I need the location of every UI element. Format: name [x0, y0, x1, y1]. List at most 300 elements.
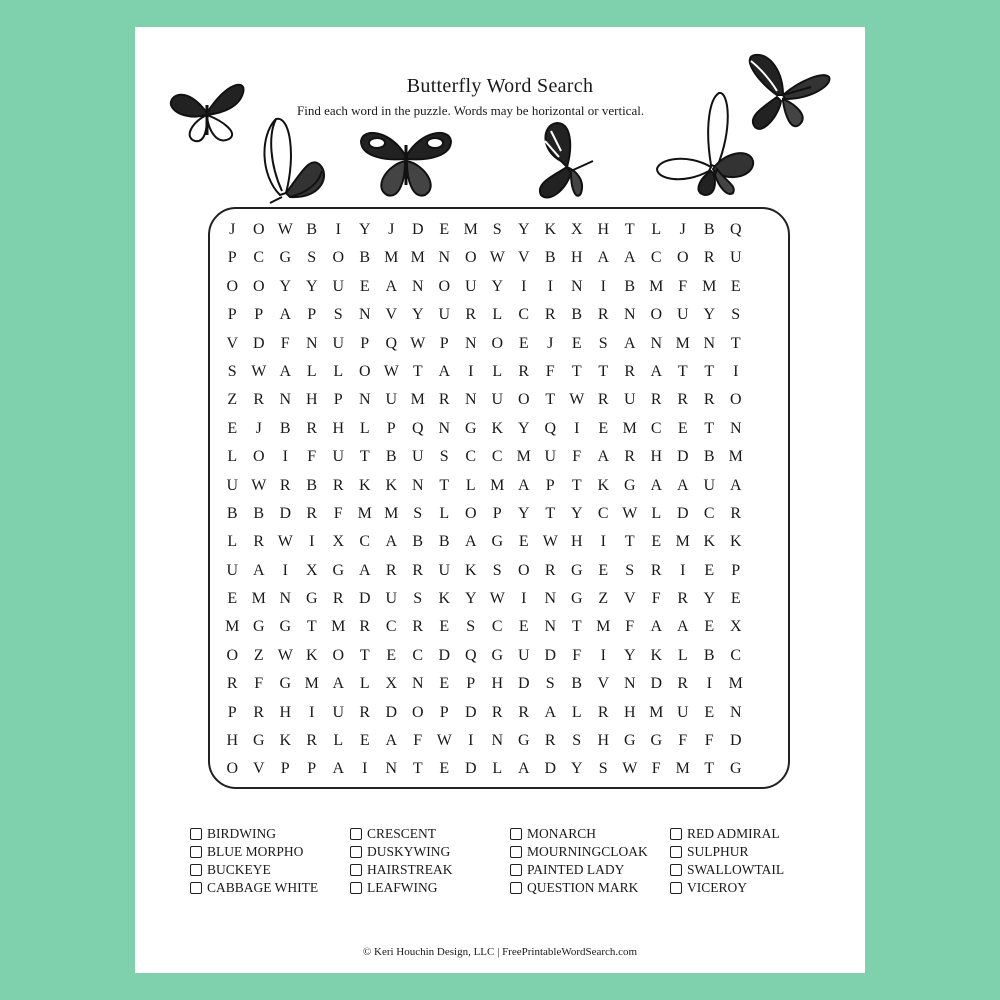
word-label: VICEROY: [687, 880, 747, 895]
grid-letter: O: [438, 277, 451, 295]
grid-letter: O: [226, 277, 239, 295]
grid-letter: B: [438, 533, 450, 551]
word-list: [190, 825, 830, 897]
grid-letter: Y: [570, 504, 583, 522]
grid-letter: N: [279, 590, 292, 608]
grid-letter: F: [625, 618, 635, 636]
grid-letter: H: [226, 732, 239, 750]
grid-letter: M: [728, 448, 743, 466]
grid-letter: E: [730, 590, 741, 608]
grid-letter: F: [572, 448, 582, 466]
grid-letter: Y: [279, 277, 292, 295]
grid-letter: M: [649, 277, 664, 295]
grid-letter: A: [332, 675, 345, 693]
grid-letter: T: [571, 618, 582, 636]
grid-letter: F: [280, 334, 290, 352]
grid-letter: S: [731, 306, 741, 324]
grid-letter: O: [332, 249, 345, 267]
grid-letter: L: [465, 476, 476, 494]
word-checkbox[interactable]: [350, 846, 362, 858]
grid-letter: D: [279, 504, 292, 522]
grid-letter: Q: [411, 419, 424, 437]
grid-letter: U: [491, 391, 504, 409]
grid-letter: N: [358, 391, 371, 409]
grid-letter: G: [279, 618, 292, 636]
grid-letter: O: [517, 391, 530, 409]
grid-letter: O: [676, 249, 689, 267]
butterfly-illustration-1: [167, 75, 249, 147]
grid-letter: G: [279, 675, 292, 693]
word-checkbox[interactable]: [670, 828, 682, 840]
grid-letter: D: [729, 732, 742, 750]
grid-letter: C: [597, 504, 609, 522]
grid-letter: P: [731, 561, 741, 579]
grid-letter: O: [226, 646, 239, 664]
grid-letter: J: [547, 334, 554, 352]
word-checkbox[interactable]: [190, 846, 202, 858]
grid-letter: G: [623, 476, 636, 494]
grid-letter: S: [625, 561, 635, 579]
grid-letter: G: [729, 760, 742, 778]
grid-letter: G: [305, 590, 318, 608]
grid-letter: Z: [253, 646, 264, 664]
butterfly-illustration-6: [737, 51, 833, 137]
grid-letter: U: [332, 448, 345, 466]
grid-letter: Q: [464, 646, 477, 664]
grid-letter: C: [491, 618, 503, 636]
grid-letter: R: [279, 476, 291, 494]
word-list-item: [510, 861, 670, 879]
word-checkbox[interactable]: [190, 864, 202, 876]
grid-letter: C: [359, 533, 371, 551]
grid-letter: C: [385, 618, 397, 636]
grid-letter: N: [623, 306, 636, 324]
word-checkbox[interactable]: [670, 846, 682, 858]
grid-letter: R: [597, 391, 609, 409]
grid-letter: W: [489, 249, 505, 267]
grid-letter: C: [730, 646, 742, 664]
grid-letter: L: [439, 504, 450, 522]
grid-letter: Q: [544, 419, 557, 437]
grid-letter: H: [597, 732, 610, 750]
grid-letter: A: [279, 306, 292, 324]
grid-letter: B: [279, 419, 291, 437]
grid-letter: D: [517, 675, 530, 693]
grid-letter: R: [544, 732, 556, 750]
grid-letter: M: [384, 249, 399, 267]
word-label: QUESTION MARK: [527, 880, 639, 895]
grid-letter: N: [411, 675, 424, 693]
word-checkbox[interactable]: [190, 882, 202, 894]
grid-letter: W: [489, 590, 505, 608]
grid-letter: R: [332, 590, 344, 608]
grid-letter: O: [252, 277, 265, 295]
word-checkbox[interactable]: [510, 828, 522, 840]
grid-letter: U: [729, 249, 742, 267]
grid-letter: T: [545, 504, 556, 522]
grid-letter: Y: [623, 646, 636, 664]
grid-letter: I: [733, 362, 739, 380]
grid-letter: A: [729, 476, 742, 494]
word-checkbox[interactable]: [350, 828, 362, 840]
grid-letter: U: [226, 476, 239, 494]
word-list-item: [350, 879, 510, 897]
grid-letter: R: [465, 306, 477, 324]
grid-letter: R: [650, 391, 662, 409]
word-checkbox[interactable]: [670, 882, 682, 894]
grid-letter: L: [227, 448, 238, 466]
grid-letter: R: [730, 504, 742, 522]
grid-letter: E: [439, 760, 450, 778]
word-label: CABBAGE WHITE: [207, 880, 319, 895]
word-list-item: [510, 843, 670, 861]
grid-letter: M: [596, 618, 611, 636]
grid-letter: P: [307, 306, 317, 324]
grid-letter: M: [331, 618, 346, 636]
word-list-item: [670, 825, 830, 843]
word-checkbox[interactable]: [510, 864, 522, 876]
word-list-item: [670, 879, 830, 897]
word-label: SWALLOWTAIL: [687, 862, 785, 877]
grid-letter: I: [600, 277, 606, 295]
word-list-item: [510, 825, 670, 843]
grid-letter: X: [570, 221, 583, 238]
grid-letter: L: [333, 362, 344, 380]
grid-letter: U: [438, 306, 451, 324]
grid-letter: R: [703, 391, 715, 409]
grid-letter: L: [492, 306, 503, 324]
grid-letter: X: [385, 675, 398, 693]
grid-letter: U: [464, 277, 477, 295]
grid-letter: O: [650, 306, 663, 324]
grid-letter: T: [412, 362, 423, 380]
grid-letter: B: [703, 448, 715, 466]
grid-letter: B: [385, 448, 397, 466]
grid-letter: D: [464, 760, 477, 778]
grid-letter: A: [650, 476, 663, 494]
grid-letter: K: [597, 476, 610, 494]
grid-letter: B: [306, 476, 318, 494]
letter-grid: [219, 216, 749, 784]
grid-letter: U: [411, 448, 424, 466]
grid-letter: Y: [358, 221, 371, 238]
grid-letter: N: [438, 419, 451, 437]
grid-letter: S: [227, 362, 237, 380]
grid-letter: R: [226, 675, 238, 693]
grid-letter: D: [464, 703, 477, 721]
grid-letter: N: [650, 334, 663, 352]
word-label: LEAFWING: [367, 880, 438, 895]
grid-letter: S: [439, 448, 449, 466]
grid-letter: M: [384, 504, 399, 522]
grid-letter: J: [679, 221, 686, 238]
grid-letter: Z: [227, 391, 238, 409]
grid-letter: R: [624, 362, 636, 380]
grid-letter: S: [572, 732, 582, 750]
grid-letter: P: [439, 703, 449, 721]
grid-letter: R: [306, 732, 318, 750]
grid-letter: F: [545, 362, 555, 380]
word-checkbox[interactable]: [670, 864, 682, 876]
grid-letter: O: [464, 249, 477, 267]
grid-letter: P: [227, 306, 237, 324]
grid-letter: W: [569, 391, 585, 409]
grid-letter: P: [280, 760, 290, 778]
grid-letter: D: [676, 448, 689, 466]
grid-letter: W: [277, 221, 293, 238]
grid-letter: G: [517, 732, 530, 750]
word-list-item: [670, 843, 830, 861]
grid-letter: E: [677, 419, 688, 437]
word-label: BUCKEYE: [207, 862, 271, 877]
grid-letter: H: [332, 419, 345, 437]
grid-letter: E: [651, 533, 662, 551]
grid-letter: E: [518, 618, 529, 636]
grid-letter: W: [542, 533, 558, 551]
grid-letter: D: [438, 646, 451, 664]
grid-letter: G: [252, 732, 265, 750]
grid-letter: T: [704, 419, 715, 437]
grid-letter: N: [464, 391, 477, 409]
grid-letter: I: [468, 362, 474, 380]
grid-letter: N: [411, 476, 424, 494]
grid-letter: E: [439, 618, 450, 636]
grid-letter: V: [517, 249, 530, 267]
grid-letter: L: [306, 362, 317, 380]
grid-letter: N: [729, 419, 742, 437]
grid-letter: R: [385, 561, 397, 579]
grid-letter: A: [279, 362, 292, 380]
grid-letter: F: [307, 448, 317, 466]
grid-letter: G: [491, 646, 504, 664]
grid-letter: K: [729, 533, 742, 551]
grid-letter: S: [466, 618, 476, 636]
grid-letter: N: [544, 590, 557, 608]
grid-letter: P: [307, 760, 317, 778]
grid-letter: D: [676, 504, 689, 522]
word-checkbox[interactable]: [350, 864, 362, 876]
word-list-item: [190, 879, 350, 897]
grid-letter: W: [277, 533, 293, 551]
grid-letter: A: [332, 760, 345, 778]
grid-letter: W: [410, 334, 426, 352]
word-label: CRESCENT: [367, 826, 437, 841]
grid-letter: W: [622, 760, 638, 778]
grid-letter: M: [304, 675, 319, 693]
grid-letter: I: [282, 448, 288, 466]
grid-letter: K: [650, 646, 663, 664]
grid-letter: T: [704, 760, 715, 778]
grid-letter: L: [677, 646, 688, 664]
grid-letter: I: [600, 533, 606, 551]
grid-letter: P: [254, 306, 264, 324]
butterfly-illustration-4: [531, 121, 603, 205]
grid-letter: C: [650, 249, 662, 267]
grid-letter: M: [410, 249, 425, 267]
grid-letter: R: [677, 675, 689, 693]
grid-letter: L: [359, 419, 370, 437]
grid-letter: G: [464, 419, 477, 437]
grid-letter: G: [650, 732, 663, 750]
grid-letter: O: [252, 448, 265, 466]
grid-letter: N: [279, 391, 292, 409]
grid-letter: M: [463, 221, 478, 238]
grid-letter: J: [255, 419, 262, 437]
word-list-item: [190, 825, 350, 843]
grid-letter: G: [252, 618, 265, 636]
grid-letter: T: [677, 362, 688, 380]
grid-letter: U: [332, 703, 345, 721]
grid-letter: O: [252, 221, 265, 238]
grid-letter: F: [572, 646, 582, 664]
grid-letter: I: [468, 732, 474, 750]
grid-letter: I: [309, 703, 315, 721]
grid-letter: R: [677, 590, 689, 608]
grid-letter: M: [649, 703, 664, 721]
grid-letter: E: [439, 675, 450, 693]
word-checkbox[interactable]: [510, 882, 522, 894]
grid-letter: O: [226, 760, 239, 778]
grid-letter: O: [491, 334, 504, 352]
grid-letter: X: [332, 533, 345, 551]
grid-letter: U: [676, 306, 689, 324]
worksheet-page: [135, 27, 865, 973]
grid-letter: F: [678, 732, 688, 750]
grid-letter: R: [544, 561, 556, 579]
word-list-item: [350, 825, 510, 843]
grid-letter: B: [624, 277, 636, 295]
grid-letter: T: [571, 362, 582, 380]
grid-letter: O: [464, 504, 477, 522]
grid-letter: R: [438, 391, 450, 409]
grid-letter: K: [279, 732, 292, 750]
grid-letter: R: [332, 476, 344, 494]
grid-letter: H: [305, 391, 318, 409]
grid-letter: N: [438, 249, 451, 267]
grid-letter: P: [386, 419, 396, 437]
grid-letter: A: [385, 732, 398, 750]
grid-letter: T: [598, 362, 609, 380]
grid-letter: O: [358, 362, 371, 380]
grid-letter: Y: [517, 504, 530, 522]
grid-letter: K: [305, 646, 318, 664]
word-checkbox[interactable]: [350, 882, 362, 894]
grid-letter: R: [253, 533, 265, 551]
grid-letter: D: [650, 675, 663, 693]
grid-letter: T: [571, 476, 582, 494]
grid-letter: R: [253, 703, 265, 721]
grid-letter: W: [383, 362, 399, 380]
grid-letter: N: [385, 760, 398, 778]
grid-letter: R: [597, 703, 609, 721]
grid-letter: R: [544, 306, 556, 324]
grid-letter: C: [703, 504, 715, 522]
grid-letter: U: [438, 561, 451, 579]
grid-letter: S: [492, 561, 502, 579]
grid-letter: B: [226, 504, 238, 522]
grid-letter: T: [704, 362, 715, 380]
grid-letter: P: [466, 675, 476, 693]
instructions: Find each word in the puzzle. Words may be horizontal or vertical.: [297, 103, 645, 118]
word-label: RED ADMIRAL: [687, 826, 780, 841]
grid-letter: C: [650, 419, 662, 437]
grid-letter: E: [518, 334, 529, 352]
grid-letter: F: [651, 760, 661, 778]
grid-letter: R: [518, 703, 530, 721]
grid-letter: R: [491, 703, 503, 721]
grid-letter: M: [622, 419, 637, 437]
grid-letter: J: [229, 221, 236, 238]
grid-letter: L: [651, 221, 662, 238]
grid-letter: I: [521, 277, 527, 295]
grid-letter: S: [413, 504, 423, 522]
grid-letter: R: [412, 618, 424, 636]
grid-letter: T: [624, 533, 635, 551]
grid-letter: A: [252, 561, 265, 579]
grid-letter: R: [359, 703, 371, 721]
grid-letter: B: [571, 306, 583, 324]
grid-letter: T: [730, 334, 741, 352]
grid-letter: E: [227, 590, 238, 608]
grid-letter: K: [703, 533, 716, 551]
grid-letter: I: [309, 533, 315, 551]
grid-letter: Y: [491, 277, 504, 295]
grid-letter: A: [623, 334, 636, 352]
word-label: BLUE MORPHO: [207, 844, 304, 859]
grid-letter: E: [598, 419, 609, 437]
grid-letter: N: [544, 618, 557, 636]
grid-letter: N: [729, 703, 742, 721]
grid-letter: D: [544, 760, 557, 778]
grid-letter: D: [252, 334, 265, 352]
grid-letter: V: [252, 760, 265, 778]
grid-letter: T: [412, 760, 423, 778]
grid-letter: U: [226, 561, 239, 579]
butterfly-illustration-2: [250, 115, 332, 205]
grid-letter: E: [227, 419, 238, 437]
grid-letter: M: [675, 760, 690, 778]
grid-letter: L: [571, 703, 582, 721]
grid-letter: W: [622, 504, 638, 522]
word-label: MONARCH: [527, 826, 597, 841]
grid-letter: X: [305, 561, 318, 579]
grid-letter: H: [623, 703, 636, 721]
grid-letter: I: [706, 675, 712, 693]
grid-letter: B: [253, 504, 265, 522]
grid-letter: A: [650, 618, 663, 636]
grid-letter: K: [385, 476, 398, 494]
grid-letter: T: [359, 646, 370, 664]
grid-letter: W: [436, 732, 452, 750]
grid-letter: B: [703, 221, 715, 238]
grid-letter: M: [675, 533, 690, 551]
grid-letter: M: [357, 504, 372, 522]
grid-letter: E: [359, 277, 370, 295]
word-checkbox[interactable]: [510, 846, 522, 858]
grid-letter: P: [333, 391, 343, 409]
grid-letter: P: [492, 504, 502, 522]
grid-letter: N: [464, 334, 477, 352]
grid-letter: R: [359, 618, 371, 636]
grid-letter: W: [251, 362, 267, 380]
grid-letter: L: [492, 362, 503, 380]
grid-letter: O: [729, 391, 742, 409]
grid-letter: P: [360, 334, 370, 352]
grid-letter: Y: [305, 277, 318, 295]
word-checkbox[interactable]: [190, 828, 202, 840]
grid-letter: S: [598, 334, 608, 352]
grid-letter: O: [332, 646, 345, 664]
